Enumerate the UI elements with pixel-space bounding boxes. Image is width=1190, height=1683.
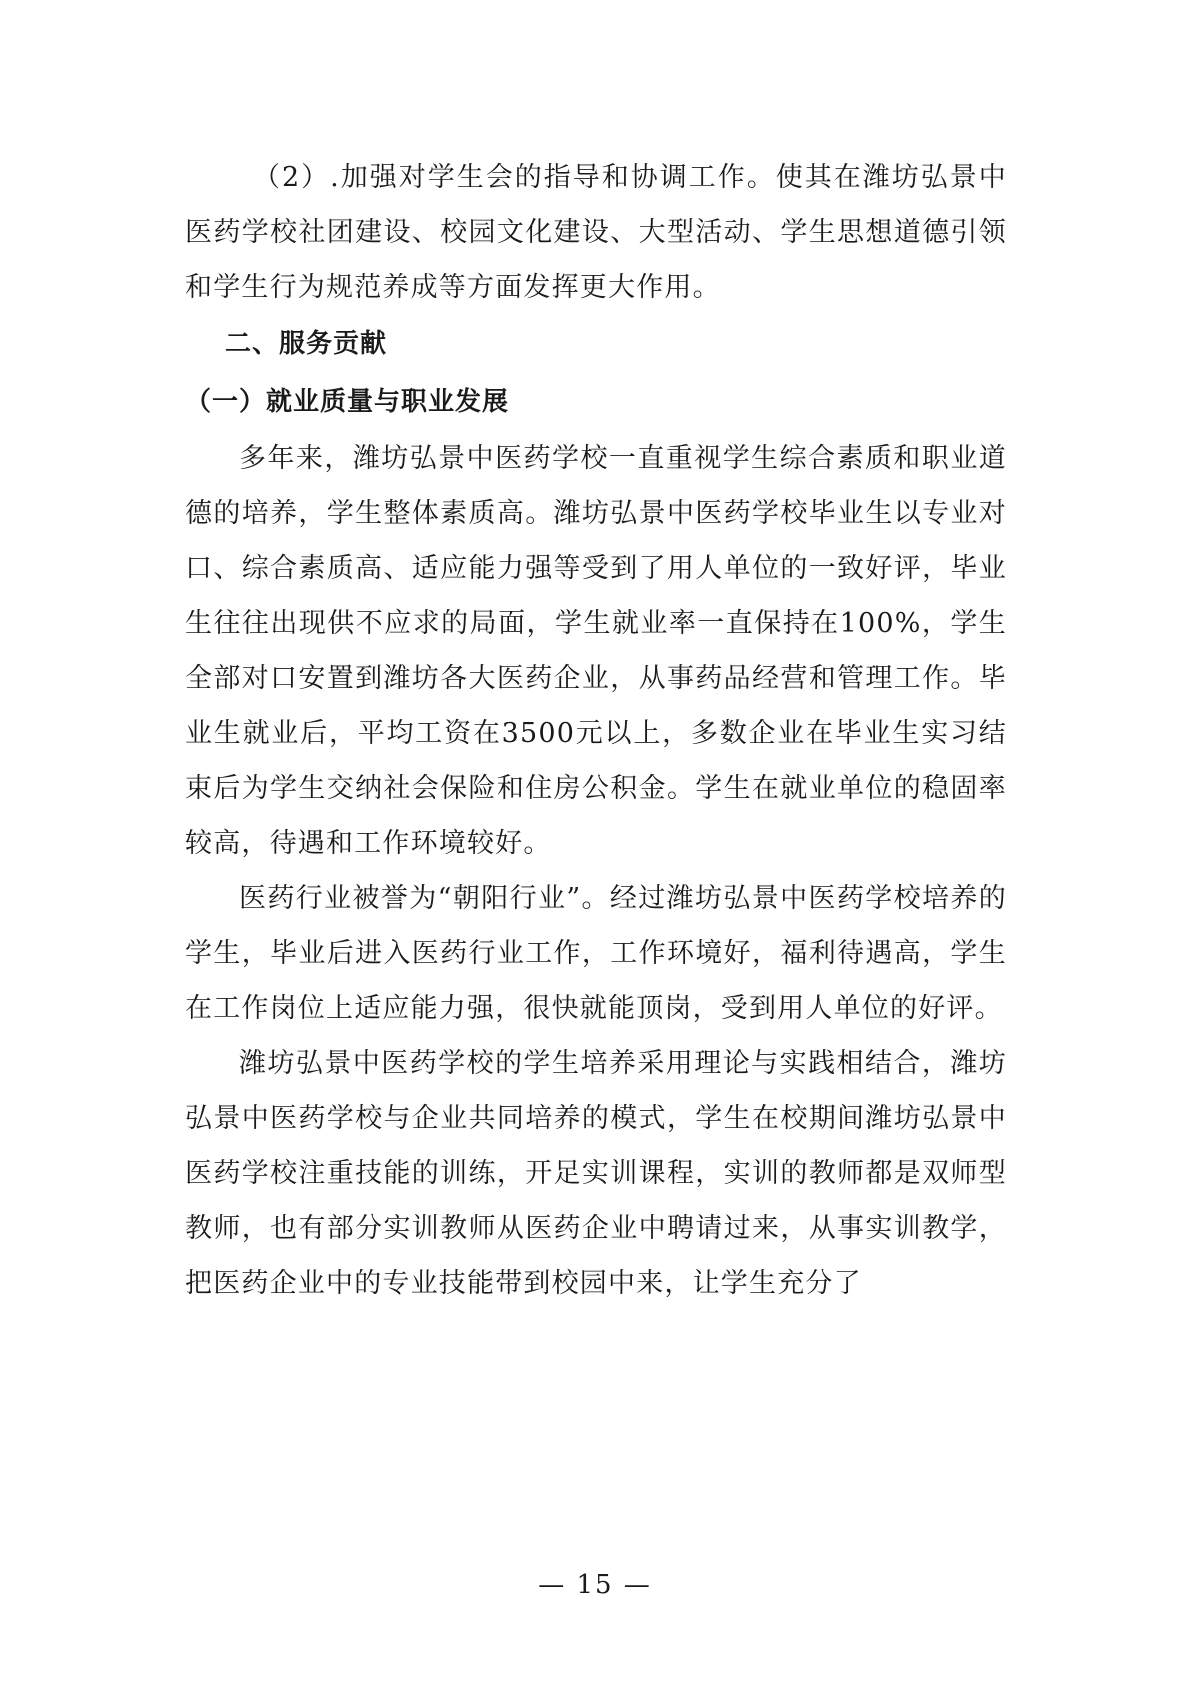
paragraph-industry: 医药行业被誉为“朝阳行业”。经过潍坊弘景中医药学校培养的学生，毕业后进入医药行业工作，工作环境好，福利待遇高，学生在工作岗位上适应能力强，很快就能顶岗，受到用人单位的好评。: [185, 883, 1007, 1024]
section-heading: 二、服务贡献: [225, 329, 388, 359]
paragraph-employment: 多年来，潍坊弘景中医药学校一直重视学生综合素质和职业道德的培养，学生整体素质高。潍坊弘景中医药学校毕业生以专业对口、综合素质高、适应能力强等受到了用人单位的一致好评，毕业生往往出现供不应求的局面，学生就业率一直保持在100%，学生全部对口安置到潍坊各大医药企业，从事药品经营和管理工作。毕业生就业后，平均工资在3500元以上，多数企业在毕业生实习结束后为学生交纳社会保险和住房公积金。学生在就业单位的稳固率较高，待遇和工作环境较好。: [185, 443, 1007, 859]
paragraph-student-union: （2）.加强对学生会的指导和协调工作。使其在潍坊弘景中医药学校社团建设、校园文化建设、大型活动、学生思想道德引领和学生行为规范养成等方面发挥更大作用。: [185, 162, 1007, 303]
paragraph-training: 潍坊弘景中医药学校的学生培养采用理论与实践相结合，潍坊弘景中医药学校与企业共同培养的模式，学生在校期间潍坊弘景中医药学校注重技能的训练，开足实训课程，实训的教师都是双师型教师，也有部分实训教师从医药企业中聘请过来，从事实训教学，把医药企业中的专业技能带到校园中来，让学生充分了: [185, 1048, 1007, 1299]
page-number: — 15 —: [538, 1570, 652, 1600]
page-content: [185, 150, 1007, 1311]
subsection-heading: （一）就业质量与职业发展: [185, 387, 510, 417]
